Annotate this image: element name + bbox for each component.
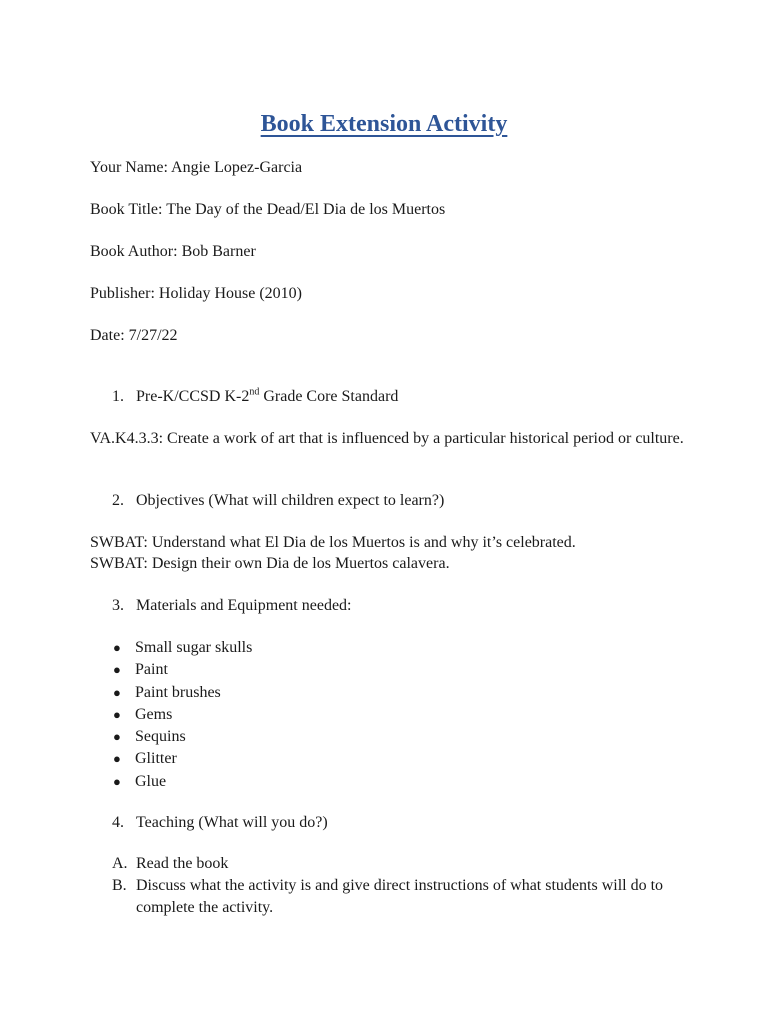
section-2-heading-text: Objectives (What will children expect to learn?)	[136, 492, 445, 509]
material-name: Paint brushes	[135, 683, 221, 701]
section-4-heading-text: Teaching (What will you do?)	[136, 814, 328, 831]
material-name: Glitter	[135, 750, 177, 768]
list-item	[113, 637, 252, 659]
step-text: Discuss what the activity is and give direct instructions of what students will do to complete the activity.	[136, 877, 664, 916]
section-1-heading-text: Pre-K/CCSD K-2	[136, 388, 250, 405]
objective-1: SWBAT: Understand what El Dia de los Muertos is and why it’s celebrated.	[90, 534, 576, 551]
step-text: Read the book	[136, 855, 229, 872]
section-1-number: 1.	[112, 388, 124, 405]
bullet-icon: ●	[113, 706, 121, 722]
bullet-icon: ●	[113, 640, 121, 655]
your-name-field: Your Name: Angie Lopez-Garcia	[90, 159, 303, 176]
ordinal-suffix: nd	[249, 386, 260, 398]
materials-list	[113, 637, 252, 793]
material-name: Glue	[135, 772, 167, 790]
material-name: Paint	[135, 661, 168, 679]
bullet-icon: ●	[113, 662, 121, 678]
bullet-icon: ●	[113, 773, 121, 789]
section-4-heading	[112, 812, 328, 834]
section-3-heading-text: Materials and Equipment needed:	[136, 597, 352, 614]
list-item	[113, 704, 252, 726]
section-2-heading	[112, 490, 444, 512]
list-item	[113, 659, 252, 681]
step-item	[112, 853, 692, 875]
step-letter: A.	[112, 855, 128, 872]
material-name: Sequins	[135, 728, 186, 746]
list-item	[113, 748, 252, 770]
material-name: Gems	[135, 705, 173, 723]
bullet-icon: ●	[113, 684, 121, 700]
section-4-number: 4.	[112, 814, 124, 831]
date-field: Date: 7/27/22	[90, 327, 178, 344]
section-1-heading	[112, 386, 398, 408]
list-item	[113, 726, 252, 748]
document-title: Book Extension Activity	[260, 111, 508, 137]
teaching-steps	[112, 853, 692, 919]
bullet-icon: ●	[113, 729, 121, 745]
material-name: Small sugar skulls	[135, 639, 253, 656]
step-item	[112, 875, 692, 919]
section-1-heading-tail: Grade Core Standard	[259, 388, 399, 405]
publisher-field: Publisher: Holiday House (2010)	[90, 285, 302, 302]
objective-2: SWBAT: Design their own Dia de los Muertos calavera.	[90, 555, 450, 572]
list-item	[113, 682, 252, 704]
standard-text: VA.K4.3.3: Create a work of art that is influenced by a particular historical period or culture.	[90, 430, 684, 447]
section-3-heading	[112, 595, 351, 617]
book-author-field: Book Author: Bob Barner	[90, 243, 256, 260]
section-3-number: 3.	[112, 597, 124, 614]
bullet-icon: ●	[113, 751, 121, 767]
section-2-number: 2.	[112, 492, 124, 509]
list-item	[113, 771, 252, 793]
step-letter: B.	[112, 877, 127, 894]
book-title-field: Book Title: The Day of the Dead/El Dia de los Muertos	[90, 201, 446, 218]
